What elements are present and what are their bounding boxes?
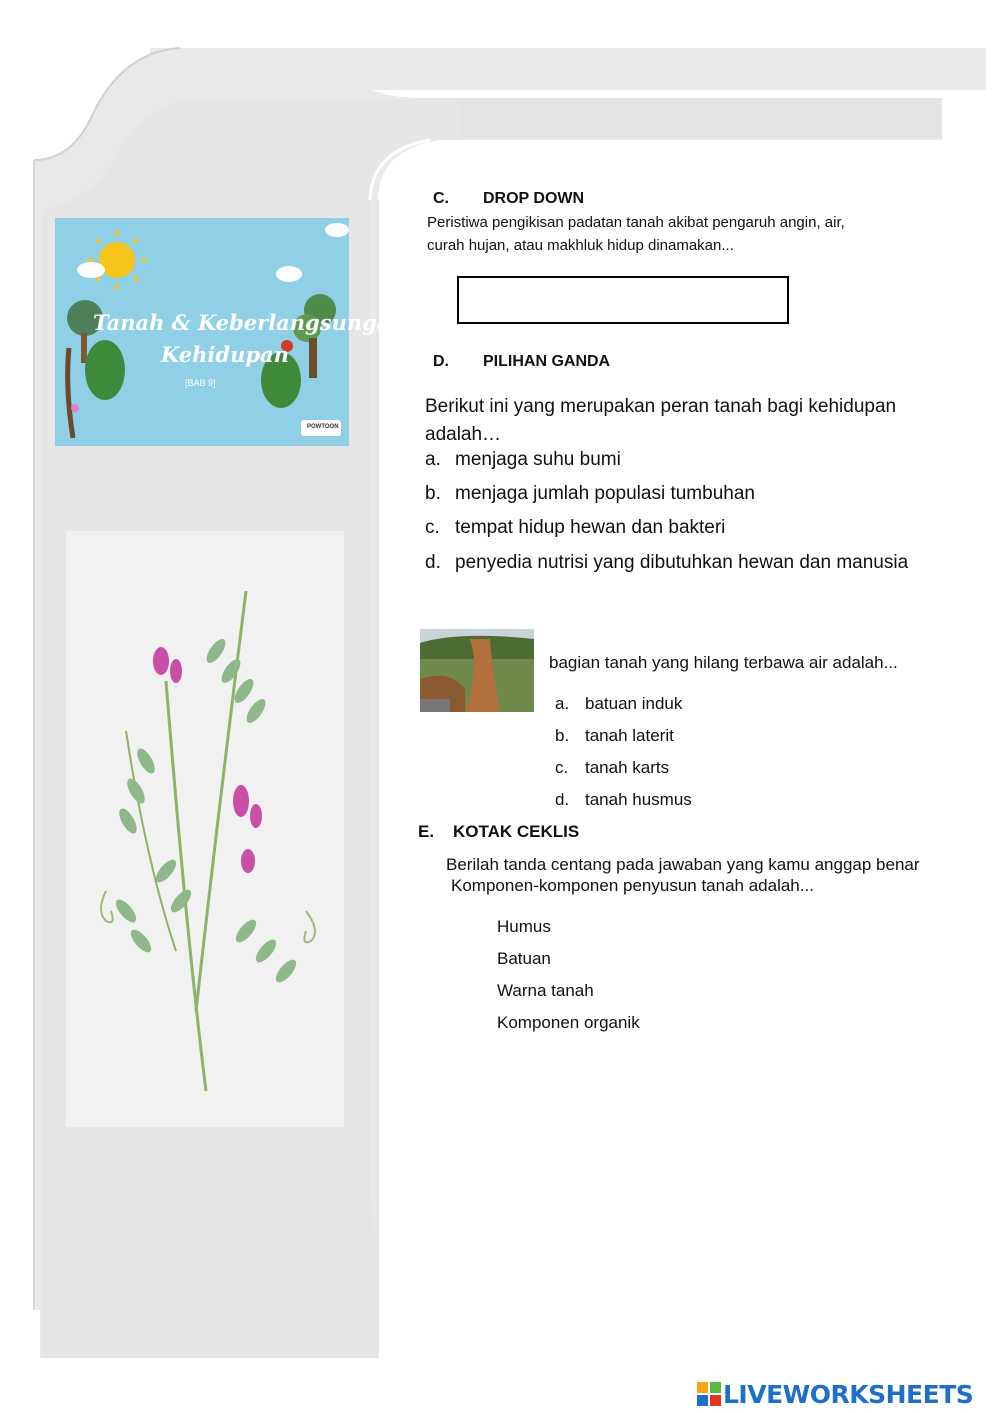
q1-option-letter: a. bbox=[425, 449, 441, 470]
sun-icon bbox=[99, 242, 135, 278]
section-d-letter: D. bbox=[433, 353, 449, 370]
q1-option-letter: b. bbox=[425, 483, 441, 504]
plant-illustration bbox=[66, 531, 344, 1127]
checklist-option-humus[interactable]: Humus bbox=[497, 917, 551, 936]
liveworksheets-wordmark: LIVEWORKSHEETS bbox=[723, 1379, 974, 1409]
section-c-title: DROP DOWN bbox=[483, 190, 585, 207]
section-e-instruction: Berilah tanda centang pada jawaban yang kamu anggap benar bbox=[446, 855, 920, 874]
q1-option-d[interactable] bbox=[425, 552, 908, 574]
checklist-option-warna-tanah[interactable]: Warna tanah bbox=[497, 981, 594, 1000]
q2-option-a[interactable] bbox=[555, 694, 682, 714]
q2-option-c[interactable] bbox=[555, 758, 669, 778]
section-c-heading bbox=[433, 190, 584, 208]
section-e-question: Komponen-komponen penyusun tanah adalah... bbox=[451, 876, 814, 895]
vetch-plant-image bbox=[66, 531, 344, 1127]
q2-option-letter: a. bbox=[555, 694, 570, 713]
q1-option-text: penyedia nutrisi yang dibutuhkan hewan dan manusia bbox=[455, 552, 909, 573]
section-c-question-line1: Peristiwa pengikisan padatan tanah akibat pengaruh angin, air, bbox=[427, 214, 845, 231]
q1-option-text: menjaga suhu bumi bbox=[455, 449, 621, 470]
lesson-title-image bbox=[55, 218, 406, 446]
section-e-title: KOTAK CEKLIS bbox=[453, 822, 580, 841]
q2-option-b[interactable] bbox=[555, 726, 674, 746]
q1-line2: adalah… bbox=[425, 424, 502, 445]
q2-option-text: tanah laterit bbox=[585, 726, 674, 745]
title-image-line1: Tanah & Keberlangsungan bbox=[93, 310, 406, 335]
q2-option-text: tanah karts bbox=[585, 758, 670, 777]
q2-option-text: tanah husmus bbox=[585, 790, 692, 809]
liveworksheets-brand[interactable] bbox=[697, 1378, 973, 1410]
q2-option-text: batuan induk bbox=[585, 694, 683, 713]
q2-option-letter: d. bbox=[555, 790, 570, 809]
q2-option-letter: b. bbox=[555, 726, 570, 745]
dropdown-answer-box[interactable] bbox=[457, 276, 789, 324]
powtoon-badge: POWTOON bbox=[307, 424, 339, 430]
section-e-heading bbox=[418, 822, 579, 842]
section-c-question-line2: curah hujan, atau makhluk hidup dinamakan... bbox=[427, 237, 734, 254]
q1-option-text: tempat hidup hewan dan bakteri bbox=[455, 517, 726, 538]
q1-option-text: menjaga jumlah populasi tumbuhan bbox=[455, 483, 755, 504]
liveworksheets-logo-icon bbox=[697, 1382, 721, 1406]
checklist-option-batuan[interactable]: Batuan bbox=[497, 949, 551, 968]
section-e-letter: E. bbox=[418, 822, 435, 841]
title-image-line3: [BAB 9] bbox=[185, 378, 216, 388]
q2-option-d[interactable] bbox=[555, 790, 692, 810]
section-d-heading bbox=[433, 353, 610, 371]
q1-option-b[interactable] bbox=[425, 483, 755, 505]
q1-option-letter: d. bbox=[425, 552, 441, 573]
q2-question: bagian tanah yang hilang terbawa air adalah... bbox=[549, 653, 898, 672]
q1-option-c[interactable] bbox=[425, 517, 725, 539]
title-image-line2: Kehidupan bbox=[161, 342, 289, 367]
q2-option-letter: c. bbox=[555, 758, 569, 777]
q1-option-letter: c. bbox=[425, 517, 440, 538]
section-c-letter: C. bbox=[433, 190, 449, 207]
q1-option-a[interactable] bbox=[425, 449, 621, 471]
q1-line1: Berikut ini yang merupakan peran tanah bagi kehidupan bbox=[425, 396, 897, 417]
checklist-option-komponen-organik[interactable]: Komponen organik bbox=[497, 1013, 640, 1032]
section-d-title: PILIHAN GANDA bbox=[483, 353, 611, 370]
landslide-illustration bbox=[420, 629, 534, 712]
landslide-image bbox=[420, 629, 534, 712]
